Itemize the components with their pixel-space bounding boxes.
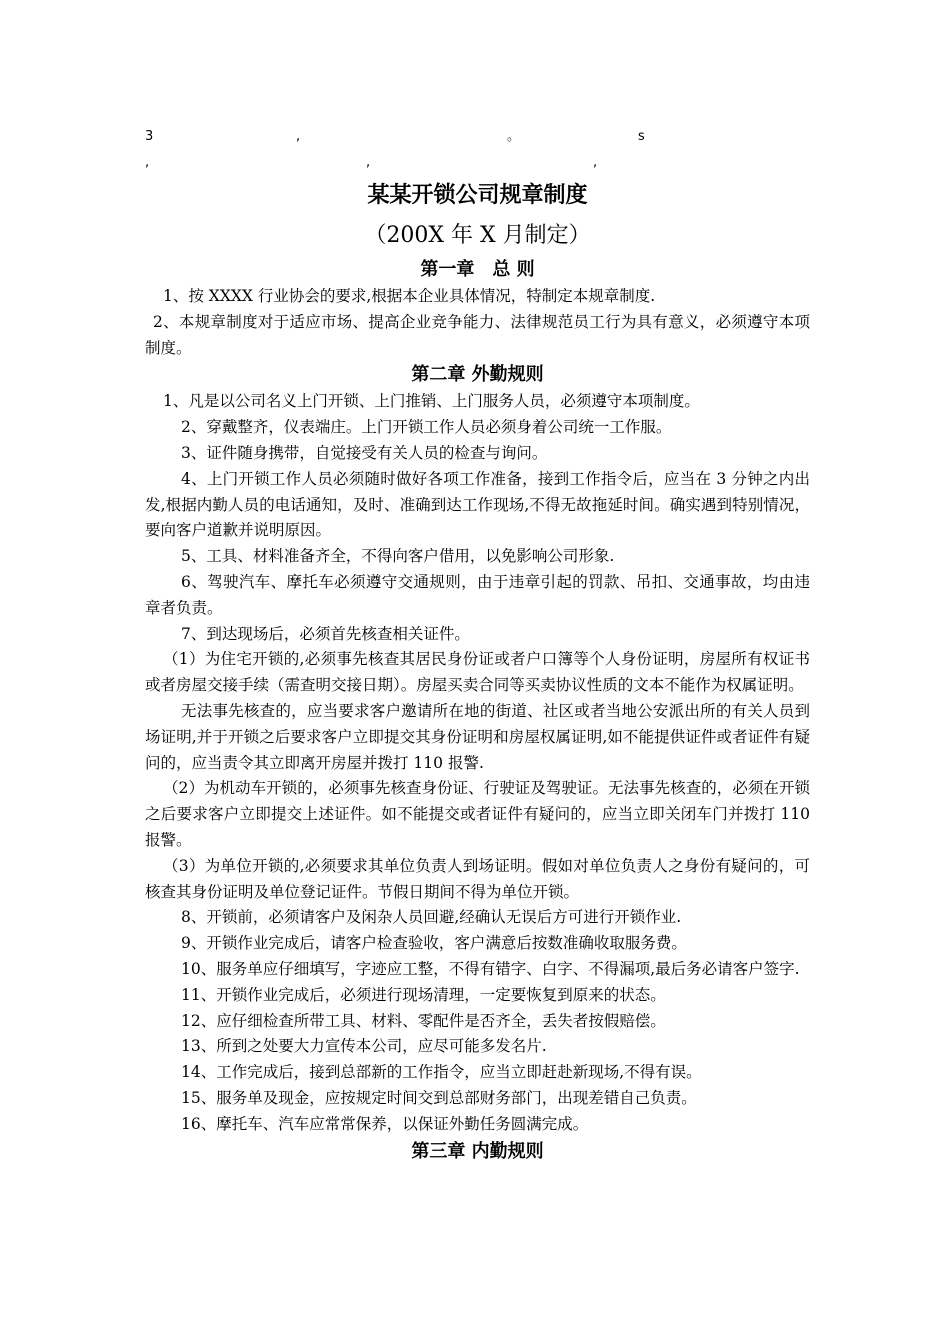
chapter2-item: 16、摩托车、汽车应常常保养，以保证外勤任务圆满完成。 [181,1114,589,1133]
chapter2-item: 6、驾驶汽车、摩托车必须遵守交通规则，由于违章引起的罚款、吊扣、交通事故，均由违章者负责。 [145,572,810,617]
chapter2-item: 3、证件随身携带，自觉接受有关人员的检查与询问。 [181,443,548,462]
chapter2-item: 7、到达现场后，必须首先核查相关证件。 [181,624,470,643]
header-mark: 3 [145,129,154,144]
chapter2-item: （3）为单位开锁的,必须要求其单位负责人到场证明。假如对单位负责人之身份有疑问的，可核查其身份证明及单位登记证件。节假日期间不得为单位开锁。 [145,856,810,901]
chapter2-item: 2、穿戴整齐，仪表端庄。上门开锁工作人员必须身着公司统一工作服。 [181,418,672,437]
chapter2-item: 12、应仔细检查所带工具、材料、零配件是否齐全，丢失者按假赔偿。 [181,1011,666,1030]
chapter-heading: 第二章 外勤规则 [411,364,544,386]
chapter-heading: 第一章 总 则 [420,259,535,280]
document-subtitle: （200X 年 X 月制定） [364,223,591,248]
document-title: 某某开锁公司规章制度 [367,183,588,208]
chapter2-item: 5、工具、材料准备齐全，不得向客户借用，以免影响公司形象. [181,547,615,566]
chapter1-item: 2、本规章制度对于适应市场、提高企业竞争能力、法律规范员工行为具有意义，必须遵守本项制度。 [145,312,810,357]
header-mark: , [145,155,150,170]
header-mark: , [296,129,301,144]
chapter2-item: 9、开锁作业完成后，请客户检查验收，客户满意后按数准确收取服务费。 [181,934,687,953]
chapter1-item: 1、按 XXXX 行业协会的要求,根据本企业具体情况，特制定本规章制度. [163,287,656,305]
chapter2-item: 15、服务单及现金，应按规定时间交到总部财务部门，出现差错自己负责。 [181,1088,697,1107]
chapter2-item: 14、工作完成后，接到总部新的工作指令，应当立即赶赴新现场,不得有误。 [181,1063,702,1082]
header-mark: 。 [507,129,521,144]
chapter2-item: （2）为机动车开锁的，必须事先核查身份证、行驶证及驾驶证。无法事先核查的，必须在开锁之后要求客户立即提交上述证件。如不能提交或者证件有疑问的，应当立即关闭车门并拨打 110 报警。 [145,779,810,849]
chapter2-item: 11、开锁作业完成后，必须进行现场清理，一定要恢复到原来的状态。 [181,985,666,1004]
chapter2-item: 13、所到之处要大力宣传本公司，应尽可能多发名片. [181,1037,547,1056]
chapter2-item: 8、开锁前，必须请客户及闲杂人员回避,经确认无误后方可进行开锁作业. [181,908,682,927]
chapter2-item: （1）为住宅开锁的,必须事先核查其居民身份证或者户口簿等个人身份证明，房屋所有权证书或者房屋交接手续（需查明交接日期）。房屋买卖合同等买卖协议性质的文本不能作为权属证明。 [145,650,810,695]
chapter2-item: 无法事先核查的，应当要求客户邀请所在地的街道、社区或者当地公安派出所的有关人员到场证明,并于开锁之后要求客户立即提交其身份证明和房屋权属证明,如不能提供证件或者证件有疑问的，应当责令其立即离开房屋并拨打 110 报警. [145,701,810,772]
header-mark: , [366,155,371,170]
header-mark: s [638,129,645,144]
chapter-heading: 第三章 内勤规则 [411,1140,544,1162]
chapter2-item: 4、上门开锁工作人员必须随时做好各项工作准备，接到工作指令后，应当在 3 分钟之内出发,根据内勤人员的电话通知，及时、准确到达工作现场,不得无故拖延时间。确实遇到特别情况，要向客户道歉并说明原因。 [145,469,810,540]
chapter2-item: 10、服务单应仔细填写，字迹应工整，不得有错字、白字、不得漏项,最后务必请客户签字. [181,959,800,978]
header-mark: , [593,155,598,170]
document-body [145,180,810,1166]
chapter2-item: 1、凡是以公司名义上门开锁、上门推销、上门服务人员，必须遵守本项制度。 [163,392,700,411]
